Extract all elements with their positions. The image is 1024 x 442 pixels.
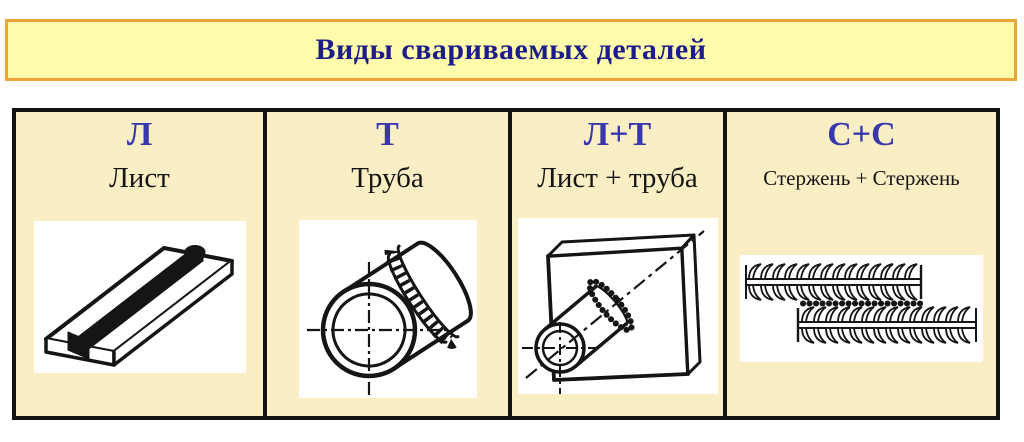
drawing-cell-rods	[727, 199, 996, 416]
column-label-pipe	[267, 157, 512, 199]
drawing-cell-sheet	[16, 199, 267, 416]
column-label-text: Лист + труба	[537, 161, 698, 194]
column-label-text: Лист	[109, 161, 170, 194]
sheet-pipe-weld-drawing	[518, 218, 718, 394]
slide-title: Виды свариваемых деталей	[315, 33, 707, 66]
column-header-sheet	[16, 112, 267, 157]
title-banner	[5, 19, 1017, 81]
column-header-rod-rod	[727, 112, 996, 157]
drawing-panel	[34, 221, 246, 373]
drawing-cell-pipe	[267, 199, 512, 416]
drawing-cell-sheet-pipe	[512, 199, 727, 416]
column-label-text: Стержень + Стержень	[763, 165, 960, 190]
column-label-sheet-pipe	[512, 157, 727, 199]
welded-parts-table	[12, 108, 1000, 420]
column-code: Л	[126, 115, 153, 153]
column-label-text: Труба	[351, 161, 424, 194]
drawing-panel	[518, 218, 718, 394]
column-label-sheet	[16, 157, 267, 199]
column-code: Т	[376, 115, 399, 153]
column-code: С+С	[827, 115, 896, 153]
pipe-weld-drawing	[299, 220, 477, 398]
rebar-lap-weld-drawing	[740, 255, 983, 362]
drawing-panel	[740, 255, 983, 362]
column-header-sheet-pipe	[512, 112, 727, 157]
column-code: Л+Т	[583, 115, 652, 153]
drawing-panel	[299, 220, 477, 398]
sheet-weld-drawing	[34, 221, 246, 373]
column-header-pipe	[267, 112, 512, 157]
column-label-rod-rod	[727, 157, 996, 199]
